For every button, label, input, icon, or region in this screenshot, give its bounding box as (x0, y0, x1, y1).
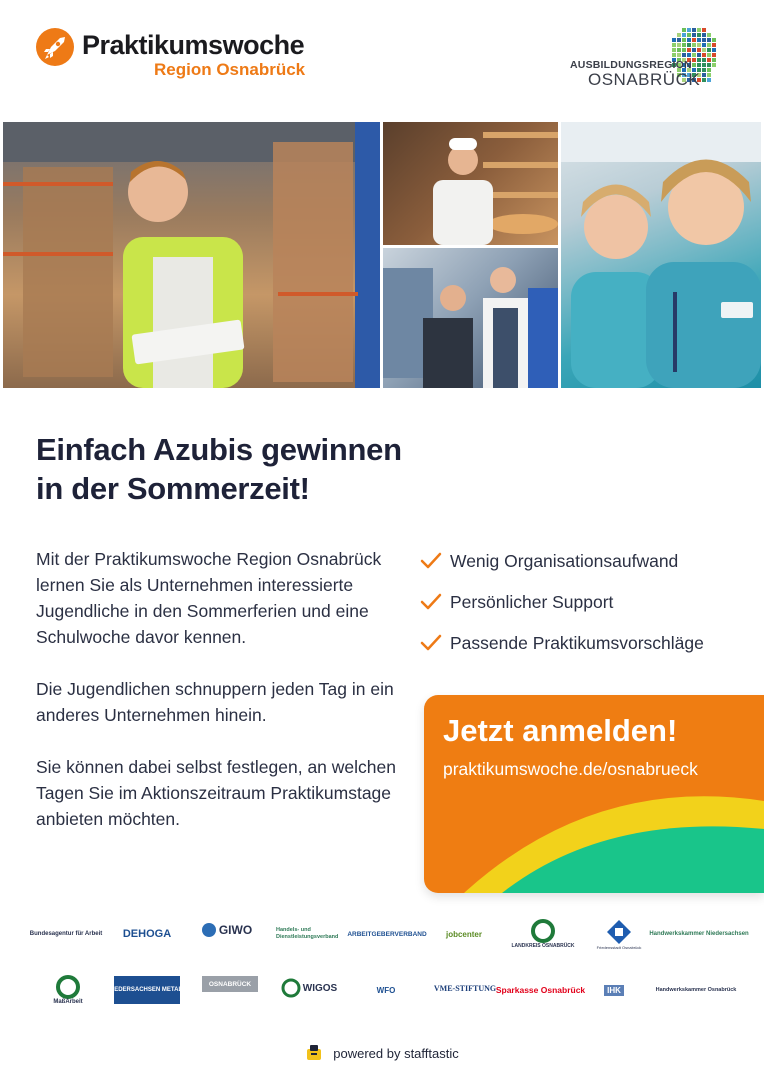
checkmark-icon (420, 551, 442, 571)
photo-workshop-apprentices (383, 248, 558, 388)
partner-logo: Sparkasse Osnabrück (495, 985, 586, 995)
partner-logo: LANDKREIS OSNABRÜCK (520, 914, 566, 954)
checklist-item (420, 589, 704, 615)
region-logo-line1: AUSBILDUNGSREGION (570, 59, 692, 71)
giwo-globe-icon (202, 923, 216, 937)
partner-logo: OSNABRÜCK (202, 976, 258, 992)
partner-logos (29, 920, 749, 1012)
rocket-icon (36, 28, 74, 66)
photo-warehouse-apprentice (3, 122, 380, 388)
body-paragraph-2: Die Jugendlichen schnuppern jeden Tag in ein anderes Unternehmen hinein. (36, 679, 394, 725)
body-paragraph-1: Mit der Praktikumswoche Region Osnabrück lernen Sie als Unternehmen interessierte Jugendliche in den Sommerferien und eine Schulwoche davor kennen. (36, 549, 382, 647)
checkmark-icon (420, 633, 442, 653)
partner-logo: Handwerkskammer Niedersachsen (649, 931, 749, 937)
checkmark-icon (420, 592, 442, 612)
powered-by-text: powered by stafftastic (333, 1045, 459, 1061)
partner-logo: IHK (576, 976, 652, 1004)
region-logo-line2: OSNABRÜCK (588, 70, 701, 89)
checklist-item (420, 548, 704, 574)
footer (0, 1044, 764, 1062)
landkreis-ring-icon (529, 919, 557, 943)
checklist-item (420, 630, 704, 656)
partner-logo: VME-STIFTUNG (433, 983, 497, 993)
partner-logo: Handels- und Dienstleistungsverband (276, 927, 339, 940)
massarbeit-ring-icon (54, 975, 82, 999)
cta-title: Jetzt anmelden! (443, 713, 678, 748)
headline (36, 430, 402, 508)
headline-line1: Einfach Azubis gewinnen (36, 432, 402, 467)
ausbildungsregion-logo (570, 26, 720, 90)
benefits-checklist (420, 548, 704, 671)
partner-logo: jobcenter (445, 929, 482, 939)
checklist-item-label: Wenig Organisationsaufwand (450, 550, 679, 571)
partner-logo: MaßArbeit (48, 972, 88, 1008)
photo-bakery-apprentice (383, 122, 558, 245)
partner-logo: Bundesagentur für Arbeit (29, 931, 103, 937)
partner-logo: DEHOGA (122, 928, 172, 940)
partner-logo: WFO (376, 985, 396, 995)
brand-title: Praktikumswoche (82, 30, 305, 60)
partner-logo: ARBEITGEBERVERBAND (347, 930, 427, 938)
checklist-item-label: Passende Praktikumsvorschläge (450, 632, 704, 653)
wigos-ring-icon (281, 978, 301, 998)
body-paragraph-3: Sie können dabei selbst festlegen, an welchen Tagen Sie im Aktionszeitraum Praktikumstage anbieten möchten. (36, 757, 396, 829)
signup-link[interactable]: praktikumswoche.de/osnabrueck (443, 759, 698, 779)
brand-logo (36, 26, 305, 80)
brand-subtitle: Region Osnabrück (154, 60, 306, 79)
headline-line2: in der Sommerzeit! (36, 471, 310, 506)
partner-logo: GIWO (194, 916, 260, 944)
partner-logo: Handwerkskammer Osnabrück (655, 987, 737, 993)
signup-cta-card[interactable] (424, 695, 764, 893)
partner-logo: Friedensstadt Osnabrück (596, 914, 642, 954)
checklist-item-label: Persönlicher Support (450, 591, 614, 612)
stafftastic-logo-icon (305, 1044, 323, 1062)
photo-nursing-apprentices (561, 122, 761, 388)
partner-logo: NIEDERSACHSEN METALL (114, 976, 180, 1004)
friedensstadt-icon (606, 919, 632, 945)
partner-logo: WIGOS (276, 974, 342, 1002)
photo-collage (3, 122, 761, 388)
body-text (36, 546, 396, 858)
